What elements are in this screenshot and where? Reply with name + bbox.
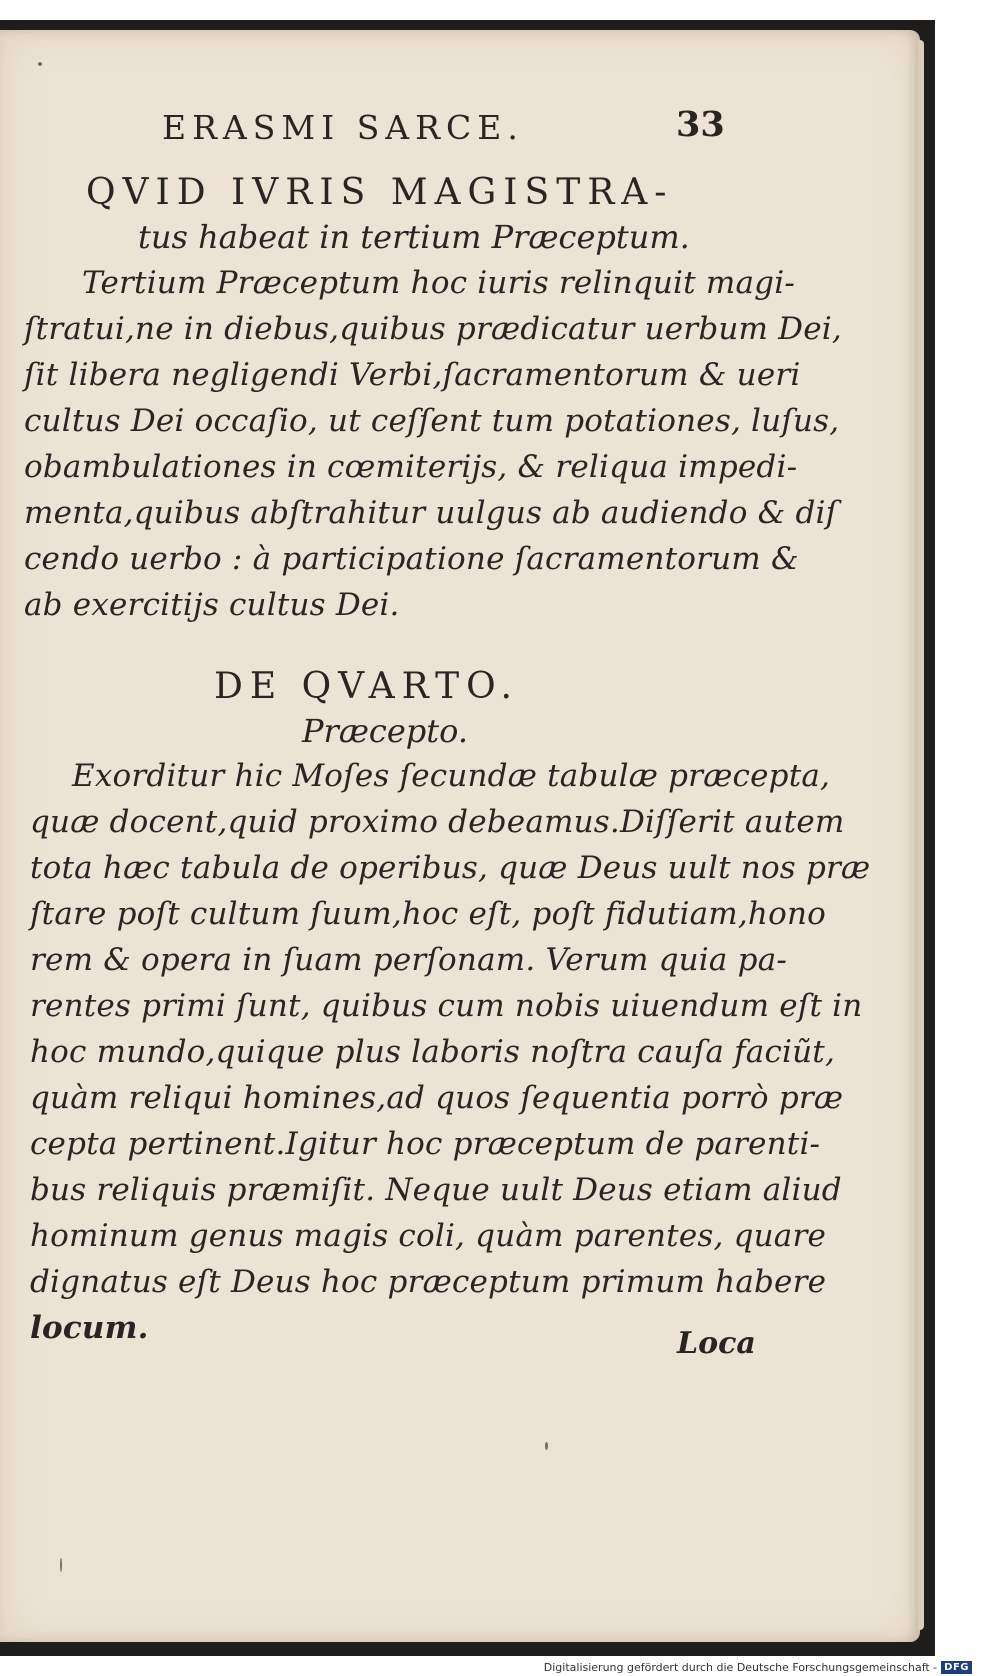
section2-line: locum. bbox=[30, 1310, 149, 1346]
section2-heading-cont: Præcepto. bbox=[302, 712, 468, 750]
section1-heading-cont: tus habeat in tertium Præceptum. bbox=[138, 218, 690, 256]
section2-line: rem & opera in ſuam perſonam. Verum quia pa- bbox=[30, 942, 788, 978]
paper-speck bbox=[545, 1442, 548, 1450]
section1-line: Tertium Præceptum hoc iuris relinquit magi- bbox=[82, 265, 795, 301]
section1-heading: QVID IVRIS MAGISTRA- bbox=[86, 172, 674, 213]
section2-line: hoc mundo,quique plus laboris noſtra cauſa faciũt, bbox=[30, 1034, 835, 1070]
section2-line: quæ docent,quid proximo debeamus.Diſſerit autem bbox=[30, 804, 845, 840]
section2-line: Exorditur hic Moſes ſecundæ tabulæ præcepta, bbox=[72, 758, 831, 794]
page-edge bbox=[918, 40, 924, 1630]
section2-heading: DE QVARTO. bbox=[214, 666, 519, 707]
section2-line: cepta pertinent.Igitur hoc præceptum de parenti- bbox=[30, 1126, 821, 1162]
section2-line: ſtare poſt cultum ſuum,hoc eſt, poſt fidutiam,hono bbox=[30, 896, 826, 932]
section1-line: cendo uerbo : à participatione ſacramentorum & bbox=[24, 541, 799, 577]
section1-line: ab exercitijs cultus Dei. bbox=[24, 587, 400, 623]
section1-line: obambulationes in cœmiterijs, & reliqua impedi- bbox=[24, 449, 798, 485]
section2-line: rentes primi ſunt, quibus cum nobis uiuendum eſt in bbox=[30, 988, 863, 1024]
section2-line: tota hæc tabula de operibus, quæ Deus uult nos præ bbox=[30, 850, 871, 886]
section2-line: bus reliquis præmiſit. Neque uult Deus etiam aliud bbox=[30, 1172, 842, 1208]
footer-text: Digitalisierung gefördert durch die Deutsche Forschungsgemeinschaft - bbox=[543, 1661, 938, 1674]
paper-speck bbox=[38, 62, 42, 66]
section1-line: ſtratui,ne in diebus,quibus prædicatur uerbum Dei, bbox=[24, 311, 842, 347]
section2-line: dignatus eſt Deus hoc præceptum primum habere bbox=[30, 1264, 827, 1300]
page-number: 33 bbox=[676, 104, 725, 145]
paper-speck bbox=[60, 1558, 62, 1572]
section1-line: cultus Dei occaſio, ut ceſſent tum potationes, luſus, bbox=[24, 403, 840, 439]
section1-line: ſit libera negligendi Verbi,ſacramentorum & ueri bbox=[24, 357, 801, 393]
section2-line: hominum genus magis coli, quàm parentes, quare bbox=[30, 1218, 827, 1254]
section1-line: menta,quibus abſtrahitur uulgus ab audiendo & diſ bbox=[24, 495, 838, 531]
running-head-title: ERASMI SARCE. bbox=[162, 108, 524, 147]
dfg-logo-icon: DFG bbox=[941, 1661, 972, 1674]
section2-line: quàm reliqui homines,ad quos ſequentia porrò præ bbox=[30, 1080, 844, 1116]
catchword: Loca bbox=[677, 1326, 756, 1361]
digitization-footer bbox=[544, 1661, 972, 1674]
